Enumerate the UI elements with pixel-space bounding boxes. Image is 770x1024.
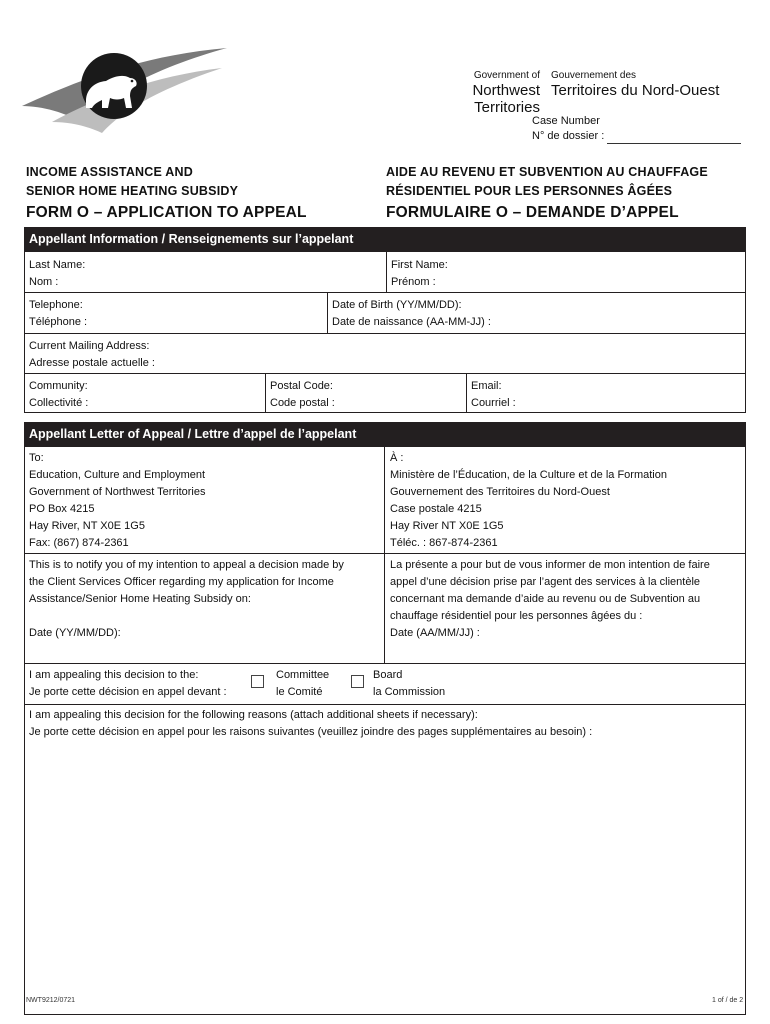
case-number-row: [532, 129, 741, 144]
committee-label-en: Committee: [276, 669, 330, 681]
polar-bear-logo-icon: [22, 18, 232, 138]
decision-date-field-en[interactable]: Date (YY/MM/DD):: [29, 627, 121, 639]
notify-line: appel d’une décision prise par l’agent des services à la clientèle: [390, 576, 701, 588]
first-name-label-en: First Name:: [391, 259, 448, 271]
committee-label: [276, 667, 329, 701]
community-label-en: Community:: [29, 380, 88, 392]
page-number: 1 of / de 2: [712, 997, 744, 1004]
notify-line: Assistance/Senior Home Heating Subsidy on:: [29, 593, 251, 605]
community-field[interactable]: [29, 378, 88, 412]
address-line: Education, Culture and Employment: [29, 469, 206, 481]
notify-text-en: [29, 557, 344, 608]
form-title-fr: FORMULAIRE O – DEMANDE D’APPEL: [386, 204, 679, 221]
appellant-info-table: [24, 251, 746, 413]
gov-fr-big: Territoires du Nord-Ouest: [551, 82, 720, 99]
mailing-address-field[interactable]: [29, 338, 155, 372]
reasons-label-en: I am appealing this decision for the following reasons (attach additional sheets if necessary):: [29, 709, 478, 721]
first-name-field[interactable]: [391, 257, 448, 291]
col-divider: [265, 373, 266, 413]
address-line: Téléc. : 867-874-2361: [390, 537, 498, 549]
dob-label-en: Date of Birth (YY/MM/DD):: [332, 299, 462, 311]
reasons-textarea[interactable]: [26, 745, 744, 1013]
address-line: À :: [390, 452, 404, 464]
email-label-en: Email:: [471, 380, 502, 392]
case-number-field[interactable]: [607, 133, 741, 144]
committee-checkbox[interactable]: [251, 675, 264, 688]
email-label-fr: Courriel :: [471, 397, 516, 409]
title-fr-line2: RÉSIDENTIEL POUR LES PERSONNES ÂGÉES: [386, 184, 673, 198]
title-fr: [386, 163, 708, 223]
address-line: To:: [29, 452, 44, 464]
board-label-fr: la Commission: [373, 686, 446, 698]
board-label-en: Board: [373, 669, 403, 681]
telephone-label-en: Telephone:: [29, 299, 83, 311]
address-line: Hay River NT X0E 1G5: [390, 520, 504, 532]
dob-label-fr: Date de naissance (AA-MM-JJ) :: [332, 316, 491, 328]
section-letter-of-appeal-header: Appellant Letter of Appeal / Lettre d’appel de l’appelant: [24, 422, 746, 446]
address-line: Government of Northwest Territories: [29, 486, 206, 498]
postal-label-fr: Code postal :: [270, 397, 335, 409]
postal-code-field[interactable]: [270, 378, 335, 412]
to-address-fr: [390, 450, 667, 552]
form-code: NWT9212/0721: [26, 997, 76, 1004]
address-line: Case postale 4215: [390, 503, 482, 515]
to-address-en: [29, 450, 205, 552]
appealing-to-label: [29, 667, 227, 701]
row-divider: [24, 292, 746, 293]
gov-fr-small: Gouvernement des: [551, 70, 637, 81]
title-fr-line1: AIDE AU REVENU ET SUBVENTION AU CHAUFFAGE: [386, 165, 708, 179]
reasons-label-fr: Je porte cette décision en appel pour les raisons suivantes (veuillez joindre des pages supplémentaires au besoin) :: [29, 726, 593, 738]
nwt-logo: [22, 18, 232, 138]
row-divider: [24, 663, 746, 664]
appealing-to-label-fr: Je porte cette décision en appel devant :: [29, 686, 227, 698]
address-line: Hay River, NT X0E 1G5: [29, 520, 145, 532]
notify-line: concernant ma demande d’aide au revenu ou de Subvention au: [390, 593, 701, 605]
community-label-fr: Collectivité :: [29, 397, 89, 409]
form-title-en: FORM O – APPLICATION TO APPEAL: [26, 204, 307, 221]
telephone-field[interactable]: [29, 297, 87, 331]
col-divider: [327, 292, 328, 333]
committee-label-fr: le Comité: [276, 686, 323, 698]
notify-line: the Client Services Officer regarding my application for Income: [29, 576, 334, 588]
col-divider: [466, 373, 467, 413]
title-en-line1: INCOME ASSISTANCE AND: [26, 165, 193, 179]
notify-line: chauffage résidentiel pour les personnes âgées du :: [390, 610, 643, 622]
address-line: Ministère de l’Éducation, de la Culture et de la Formation: [390, 469, 667, 481]
notify-text-fr: [390, 557, 710, 642]
title-en-line2: SENIOR HOME HEATING SUBSIDY: [26, 184, 239, 198]
gov-name-en: [405, 70, 540, 116]
dob-field[interactable]: [332, 297, 491, 331]
address-label-fr: Adresse postale actuelle :: [29, 357, 155, 369]
postal-label-en: Postal Code:: [270, 380, 333, 392]
notify-line: La présente a pour but de vous informer de mon intention de faire: [390, 559, 710, 571]
reasons-label: [29, 707, 592, 741]
row-divider: [24, 704, 746, 705]
case-number-label-en: Case Number: [532, 115, 600, 127]
appealing-to-label-en: I am appealing this decision to the:: [29, 669, 199, 681]
address-line: Fax: (867) 874-2361: [29, 537, 129, 549]
last-name-field[interactable]: [29, 257, 85, 291]
board-label: [373, 667, 445, 701]
case-number-label-fr: N° de dossier :: [532, 130, 605, 142]
last-name-label-en: Last Name:: [29, 259, 86, 271]
address-label-en: Current Mailing Address:: [29, 340, 150, 352]
row-divider: [24, 553, 746, 554]
board-checkbox[interactable]: [351, 675, 364, 688]
gov-name-fr: [551, 70, 719, 99]
address-line: Gouvernement des Territoires du Nord-Ouest: [390, 486, 610, 498]
section-appellant-info-header: Appellant Information / Renseignements sur l’appelant: [24, 227, 746, 251]
gov-en-big: Northwest Territories: [472, 82, 540, 116]
address-line: PO Box 4215: [29, 503, 95, 515]
telephone-label-fr: Téléphone :: [29, 316, 88, 328]
notify-line: This is to notify you of my intention to appeal a decision made by: [29, 559, 344, 571]
last-name-label-fr: Nom :: [29, 276, 59, 288]
case-number-block: [532, 114, 741, 144]
col-divider: [386, 251, 387, 292]
row-divider: [24, 373, 746, 374]
col-divider: [384, 446, 385, 663]
email-field[interactable]: [471, 378, 516, 412]
first-name-label-fr: Prénom :: [391, 276, 436, 288]
decision-date-field-fr[interactable]: Date (AA/MM/JJ) :: [390, 627, 480, 639]
row-divider: [24, 333, 746, 334]
gov-en-small: Government of: [473, 70, 540, 81]
title-en: [26, 163, 307, 223]
